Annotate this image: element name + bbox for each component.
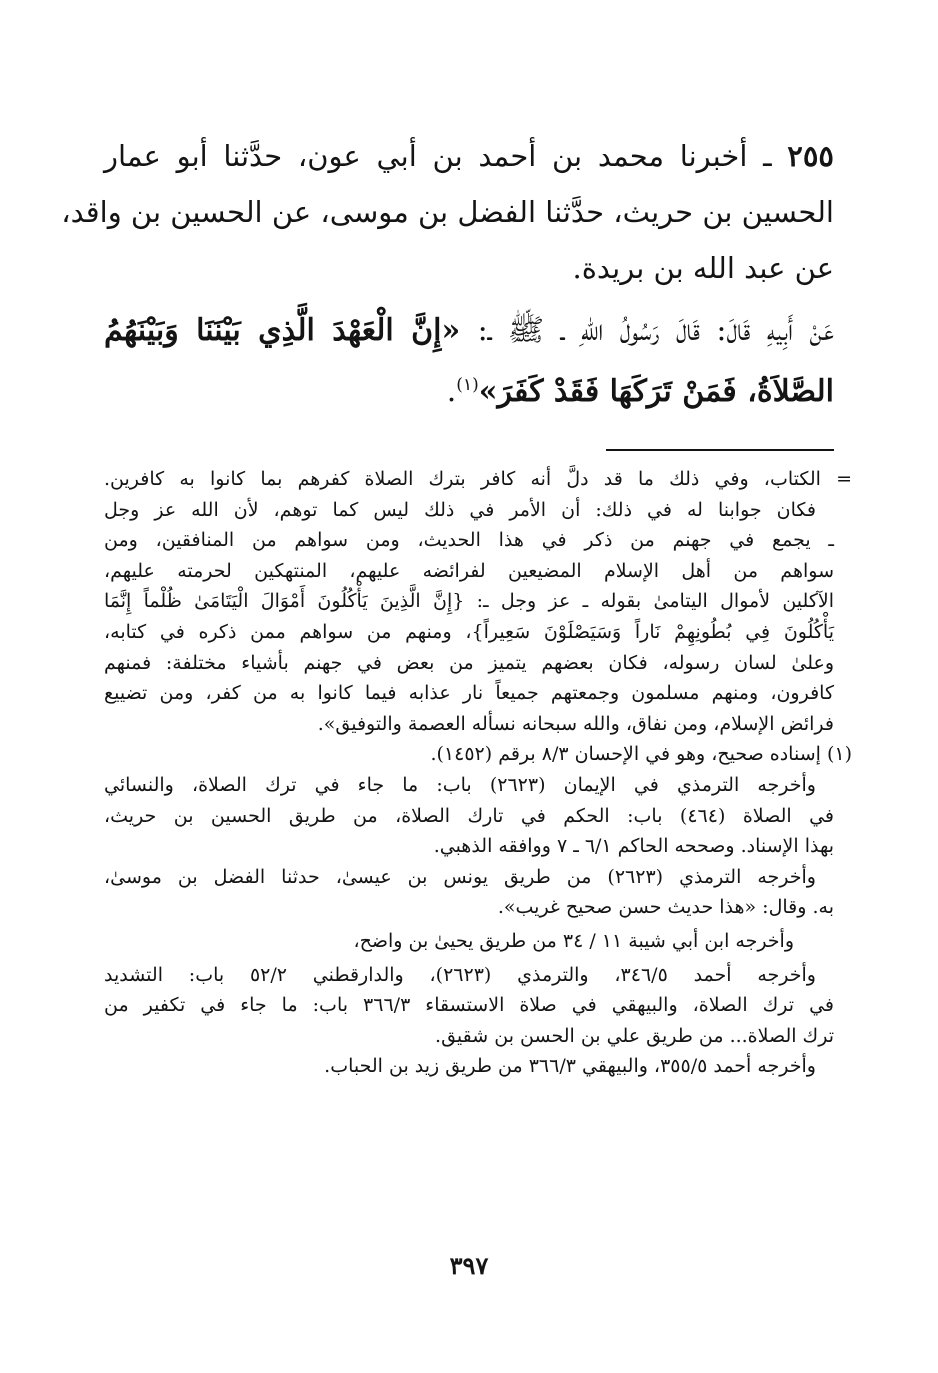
footnote-continuation-line: ـ يجمع في جهنم من ذكر في هذا الحديث، ومن سواهم من المنافقين، ومن bbox=[104, 529, 834, 552]
footnote-1-line: وأخرجه أحمد ٣٤٦/٥، والترمذي (٢٦٢٣)، والدارقطني ٥٢/٢ باب: التشديد bbox=[104, 963, 816, 986]
footnote-continuation-line: = الكتاب، وفي ذلك ما قد دلَّ أنه كافر بترك الصلاة كفرهم بما كانوا به كافرين. bbox=[104, 468, 852, 490]
isnad-line-1: ٢٥٥ ـ أخبرنا محمد بن أحمد بن أبي عون، حدَّثنا أبو عمار bbox=[104, 139, 834, 173]
footnote-1-line: وأخرجه الترمذي في الإيمان (٢٦٢٣) باب: ما جاء في ترك الصلاة، والنسائي bbox=[104, 773, 816, 796]
main-text bbox=[61, 128, 834, 419]
footnote-1-line: وأخرجه ابن أبي شيبة ١١ / ٣٤ من طريق يحيىٰ بن واضح، bbox=[353, 929, 794, 952]
footnote-separator bbox=[606, 449, 834, 451]
footnote-1-line: في ترك الصلاة، والبيهقي في صلاة الاستسقاء ٣٦٦/٣ باب: ما جاء في تكفير من bbox=[104, 994, 834, 1017]
footnote-continuation-line: الآكلين لأموال اليتامىٰ بقوله ـ عز وجل ـ: {إِنَّ الَّذِينَ يَأْكُلُونَ أَمْوَالَ الْيَتَامَىٰ ظُلْماً إِنَّمَا bbox=[104, 590, 834, 613]
footnote-1-heading: (١) إسناده صحيح، وهو في الإحسان ٨/٣ برقم (١٤٥٢). bbox=[430, 743, 852, 766]
footnote-1-line: وأخرجه أحمد ٣٥٥/٥، والبيهقي ٣٦٦/٣ من طريق زيد بن الحباب. bbox=[324, 1055, 816, 1078]
matn-line-1: عَنْ أَبِيهِ قَالَ: قَالَ رَسُولُ اللهِ ـ ﷺ ـ: «إِنَّ الْعَهْدَ الَّذِي بَيْنَنَا وَبَيْنَهُمُ bbox=[104, 313, 834, 348]
isnad-line-3: عن عبد الله بن بريدة. bbox=[572, 251, 834, 285]
footnote-continuation-line: كافرون، ومنهم مسلمون وجمعتهم جميعاً نار عذابه فيما كانوا به من كفر، ومن تضييع bbox=[104, 682, 834, 705]
hadith-number: ٢٥٥ bbox=[787, 139, 834, 173]
page-number: ٣٩٧ bbox=[449, 1251, 489, 1280]
footnote-continuation-line: فرائض الإسلام، ومن نفاق، والله سبحانه نسأله العصمة والتوفيق». bbox=[317, 712, 834, 735]
footnote-reference: (١) bbox=[456, 375, 479, 395]
footnote-continuation-line: وعلىٰ لسان رسوله، فكان بعضهم يتميز من بعض في جهنم بأشياء مختلفة: فمنهم bbox=[104, 651, 834, 674]
footnotes bbox=[104, 464, 852, 1082]
footnote-continuation-line: فكان جوابنا له في ذلك: أن الأمر في ذلك ليس كما توهم، لأن الله عز وجل bbox=[104, 498, 816, 521]
footnote-1-line: وأخرجه الترمذي (٢٦٢٣) من طريق يونس بن عيسىٰ، حدثنا الفضل بن موسىٰ، bbox=[104, 865, 816, 888]
hadith-matn bbox=[104, 304, 834, 419]
footnote-1-line: في الصلاة (٤٦٤) باب: الحكم في تارك الصلاة، من طريق الحسين بن حريث، bbox=[104, 804, 835, 827]
matn-line-2: الصَّلاَةُ، فَمَنْ تَرَكَهَا فَقَدْ كَفَرَ»$^{(١)}$. bbox=[446, 374, 834, 409]
footnote-1-line: ترك الصلاة... من طريق علي بن الحسن بن شقيق. bbox=[435, 1024, 834, 1047]
footnote-continuation-line: يَأْكُلُونَ فِي بُطُونِهِمْ نَاراً وَسَيَصْلَوْنَ سَعِيراً}، ومنهم من سواهم ممن ذكره في كتابه، bbox=[104, 620, 834, 643]
isnad-line-2: الحسين بن حريث، حدَّثنا الفضل بن موسى، عن الحسين بن واقد، bbox=[61, 195, 834, 229]
footnote-continuation-line: سواهم من أهل الإسلام المضيعين لفرائضه عليهم، المنتهكين لحرمته عليهم، bbox=[104, 559, 834, 582]
footnote-1-line: به. وقال: «هذا حديث حسن صحيح غريب». bbox=[497, 896, 834, 919]
footnote-1-line: بهذا الإسناد. وصححه الحاكم ٦/١ ـ ٧ ووافقه الذهبي. bbox=[433, 835, 834, 858]
